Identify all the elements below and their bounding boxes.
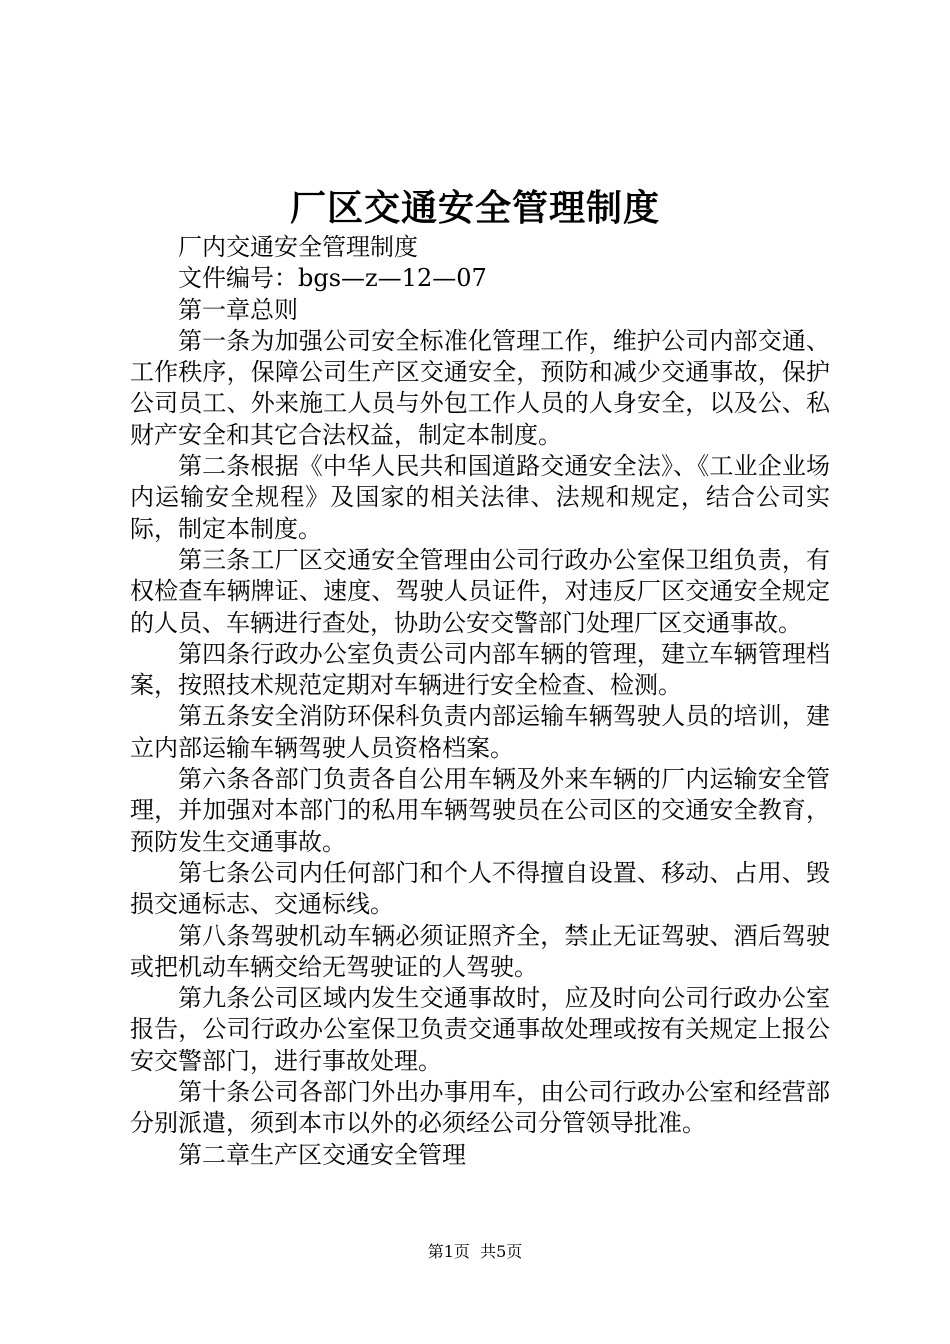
paragraph: 第一章总则 [178,295,298,324]
paragraph: 第一条为加强公司安全标准化管理工作，维护公司内部交通、工作秩序，保障公司生产区交通安全，预防和减少交通事故，保护公司员工、外来施工人员与外包工作人员的人身安全，以及公、私财产安全和其它合法权益，制定本制度。 [130,326,830,449]
paragraph: 第三条工厂区交通安全管理由公司行政办公室保卫组负责，有权检查车辆牌证、速度、驾驶人员证件，对违反厂区交通安全规定的人员、车辆进行查处，协助公安交警部门处理厂区交通事故。 [130,545,830,637]
page-number: 第1页 [427,1242,470,1261]
page-footer [0,1240,950,1264]
paragraph: 第五条安全消防环保科负责内部运输车辆驾驶人员的培训，建立内部运输车辆驾驶人员资格档案。 [130,702,830,762]
paragraph: 第八条驾驶机动车辆必须证照齐全，禁止无证驾驶、酒后驾驶或把机动车辆交给无驾驶证的人驾驶。 [130,921,830,981]
paragraph: 文件编号：bgs—z—12—07 [178,264,487,293]
paragraph: 第六条各部门负责各自公用车辆及外来车辆的厂内运输安全管理，并加强对本部门的私用车辆驾驶员在公司区的交通安全教育，预防发生交通事故。 [130,765,830,856]
footer-spacer [470,1242,480,1261]
paragraph: 第九条公司区域内发生交通事故时，应及时向公司行政办公室报告，公司行政办公室保卫负责交通事故处理或按有关规定上报公安交警部门，进行事故处理。 [130,984,830,1075]
paragraph: 厂内交通安全管理制度 [178,233,418,261]
paragraph: 第二章生产区交通安全管理 [178,1140,466,1169]
paragraph: 第七条公司内任何部门和个人不得擅自设置、移动、占用、毁损交通标志、交通标线。 [130,858,830,919]
document-body [130,232,830,1171]
paragraph: 第四条行政办公室负责公司内部车辆的管理，建立车辆管理档案，按照技术规范定期对车辆进行安全检查、检测。 [130,639,830,700]
paragraph: 第十条公司各部门外出办事用车，由公司行政办公室和经营部分别派遣，须到本市以外的必须经公司分管领导批准。 [130,1078,830,1138]
paragraph: 第二条根据《中华人民共和国道路交通安全法》、《工业企业场内运输安全规程》及国家的相关法律、法规和规定，结合公司实际，制定本制度。 [130,452,830,543]
document-title: 厂区交通安全管理制度 [289,187,660,229]
page-total: 共5页 [480,1242,523,1261]
